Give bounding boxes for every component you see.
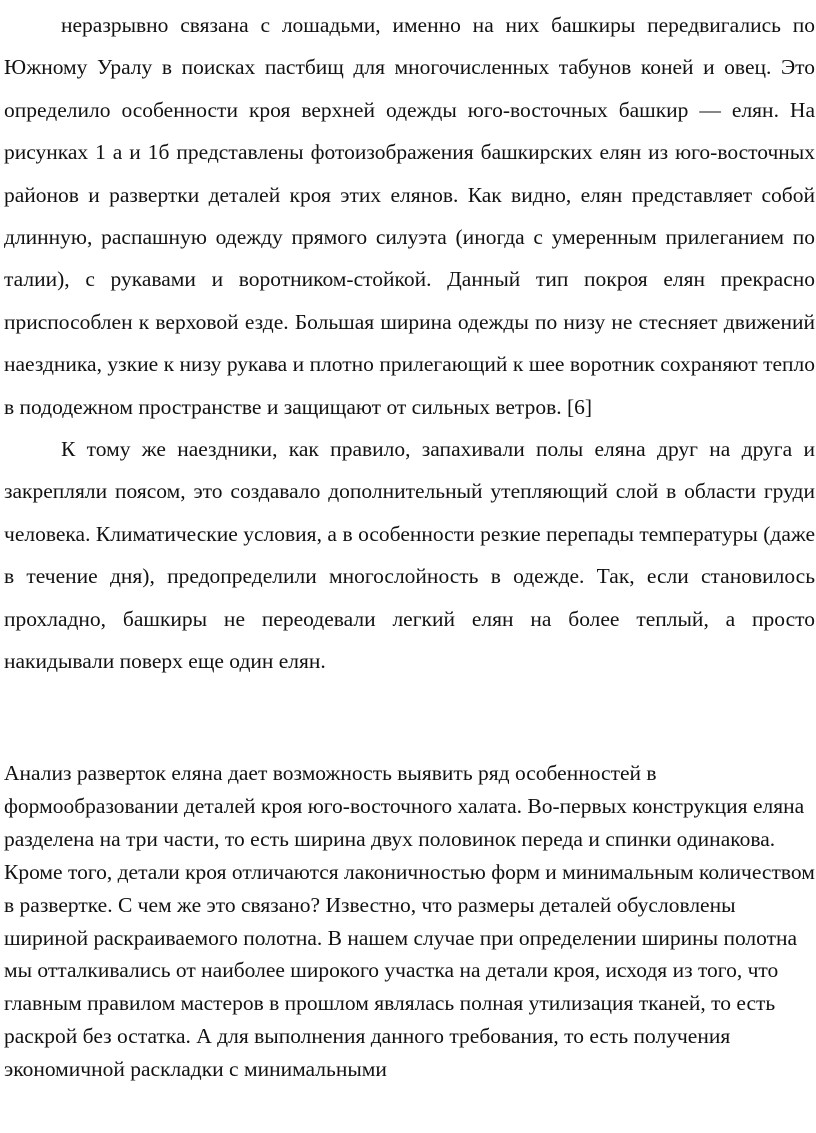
double-spaced-section	[4, 4, 815, 683]
paragraph: К тому же наездники, как правило, запахивали полы еляна друг на друга и закрепляли поясом, это создавало дополнительный утепляющий слой в области груди человека. Климатические условия, а в особенности резкие перепады температуры (даже в течение дня), предопределили многослойность в одежде. Так, если становилось прохладно, башкиры не переодевали легкий елян на более теплый, а просто накидывали поверх еще один елян.	[4, 437, 815, 674]
single-spaced-section	[4, 757, 815, 1086]
paragraph-continued: неразрывно связана с лошадьми, именно на них башкиры передвигались по Южному Уралу в поисках пастбищ для многочисленных табунов коней и овец. Это определило особенности кроя верхней одежды юго-восточных башкир — елян. На рисунках 1 а и 1б представлены фотоизображения башкирских елян из юго-восточных районов и развертки деталей кроя этих елянов. Как видно, елян представляет собой длинную, распашную одежду прямого силуэта (иногда с умеренным прилеганием по талии), с рукавами и воротником-стойкой. Данный тип покроя елян прекрасно приспособлен к верховой езде. Большая ширина одежды по низу не стесняет движений наездника, узкие к низу рукава и плотно прилегающий к шее воротник сохраняют тепло в пододежном пространстве и защищают от сильных ветров. [6]	[4, 13, 815, 419]
paragraph-analysis: Анализ разверток еляна дает возможность выявить ряд особенностей в формообразовании деталей кроя юго-восточного халата. Во-первых конструкция еляна разделена на три части, то есть ширина двух половинок переда и спинки одинакова. Кроме того, детали кроя отличаются лаконичностью форм и минимальным количеством в развертке. С чем же это связано? Известно, что размеры деталей обусловлены шириной раскраиваемого полотна. В нашем случае при определении ширины полотна мы отталкивались от наиболее широкого участка на детали кроя, исходя из того, что главным правилом мастеров в прошлом являлась полная утилизация тканей, то есть раскрой без остатка. А для выполнения данного требования, то есть получения экономичной раскладки с минимальными	[4, 761, 815, 1082]
